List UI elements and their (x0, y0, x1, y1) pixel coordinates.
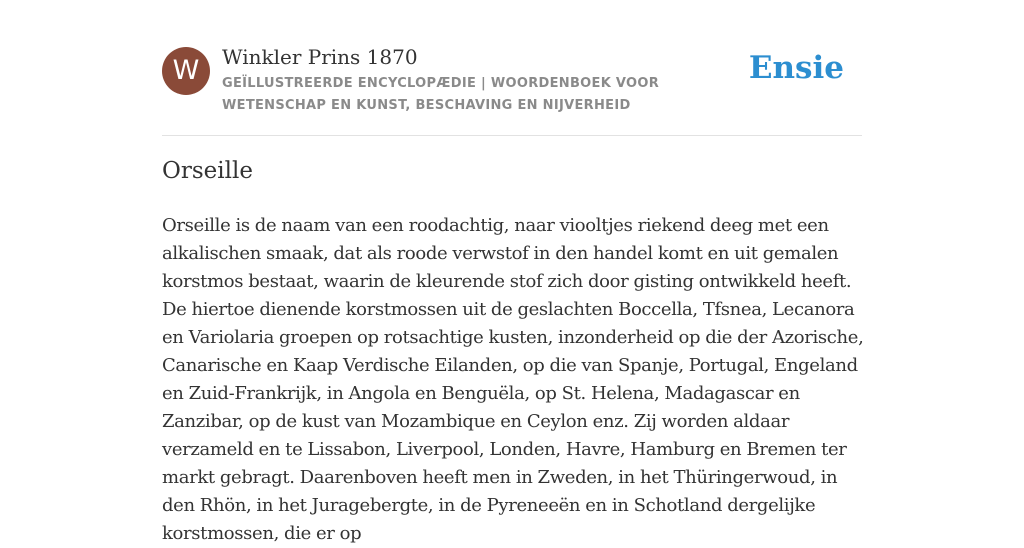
ensie-logo-link[interactable]: Ensie (748, 50, 844, 86)
source-subtitle: GEÏLLUSTREERDE ENCYCLOPÆDIE | WOORDENBOEK VOOR WETENSCHAP EN KUNST, BESCHAVING EN NIJVERHEID (222, 76, 660, 113)
source-title[interactable]: Winkler Prins 1870 (222, 45, 418, 69)
source-header (162, 44, 862, 134)
header-divider (162, 135, 862, 136)
article-body: Orseille is de naam van een roodachtig, naar viooltjes riekend deeg met een alkalischen smaak, dat als roode verwstof in den handel komt en uit gemalen korstmos bestaat, waarin de kleurende stof zich door gisting ontwikkeld heeft. De hiertoe dienende korstmossen uit de geslachten Boccella, Tfsnea, Lecanora en Variolaria groepen op rotsachtige kusten, inzonderheid op die der Azorische, Canarische en Kaap Verdische Eilanden, op die van Spanje, Portugal, Engeland en Zuid-Frankrijk, in Angola en Benguëla, op St. Helena, Madagascar en Zanzibar, op de kust van Mozambique en Ceylon enz. Zij worden aldaar verzameld en te Lissabon, Liverpool, Londen, Havre, Hamburg en Bremen ter markt gebragt. Daarenboven heeft men in Zweden, in het Thüringerwoud, in den Rhön, in het Juragebergte, in de Pyreneeën en in Schotland dergelijke korstmossen, die er op (162, 215, 864, 544)
source-avatar[interactable]: W (162, 47, 210, 95)
article-title: Orseille (162, 158, 253, 184)
